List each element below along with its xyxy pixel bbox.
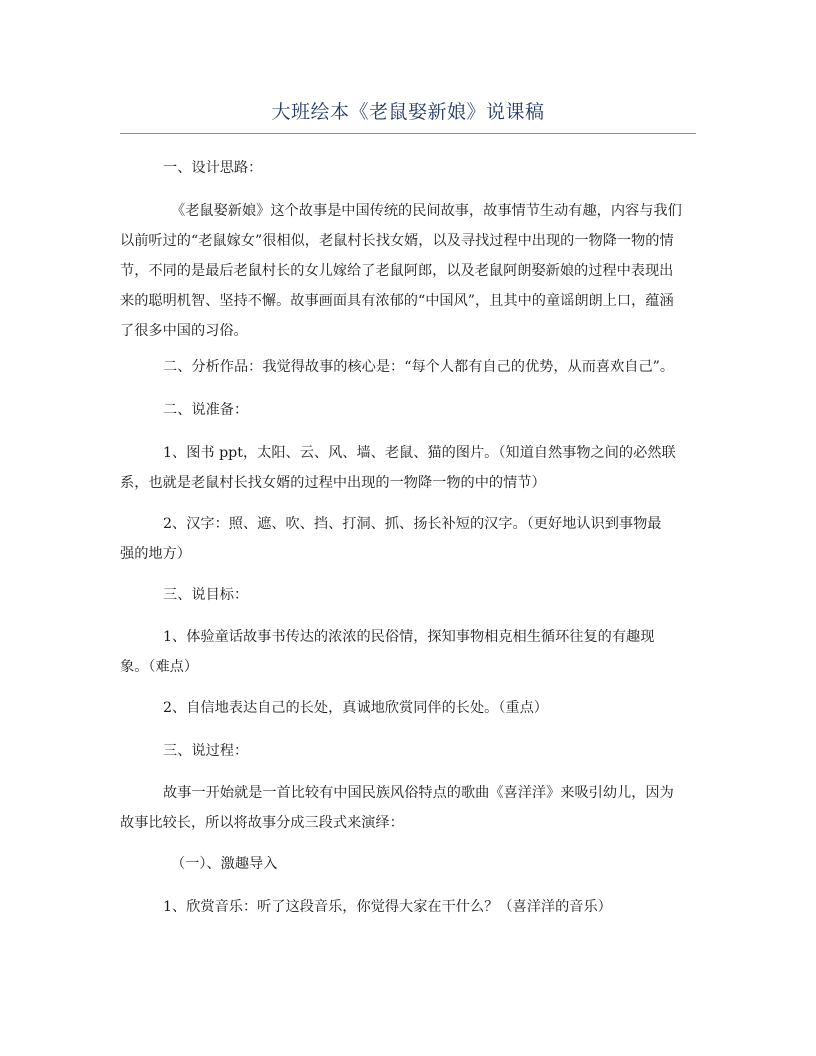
heading-analysis <box>120 352 696 382</box>
text-line: 1、体验童话故事书传达的浓浓的民俗情，探知事物相克相生循环往复的有趣现 <box>163 629 655 645</box>
text-line: 三、说目标： <box>163 587 249 603</box>
paragraph-prep-2 <box>120 509 696 569</box>
text-line: 来的聪明机智、坚持不懈。故事画面具有浓郁的“中国风”，且其中的童谣朗朗上口，蕴涵 <box>120 293 674 309</box>
text-line: 1、图书 ppt，太阳、云、风、墙、老鼠、猫的图片。（知道自然事物之间的必然联 <box>163 445 676 461</box>
text-line: 《老鼠娶新娘》这个故事是中国传统的民间故事，故事情节生动有趣，内容与我们 <box>171 203 682 219</box>
heading-preparation <box>120 395 696 425</box>
text-line: 象。（难点） <box>120 659 199 675</box>
text-line: 三、说过程： <box>163 743 249 759</box>
text-line: 一、设计思路： <box>163 160 263 176</box>
text-line: 2、自信地表达自己的长处，真诚地欣赏同伴的长处。（重点） <box>163 700 548 716</box>
title-underline <box>120 133 696 134</box>
text-line: 2、汉字：照、遮、吹、挡、打洞、抓、扬长补短的汉字。（更好地认识到事物最 <box>163 516 662 532</box>
heading-goals <box>120 580 696 610</box>
heading-design-idea <box>120 153 696 183</box>
text-line: 二、分析作品：我觉得故事的核心是：“每个人都有自己的优势，从而喜欢自己”。 <box>163 359 675 375</box>
text-line: 系，也就是老鼠村长找女婿的过程中出现的一物降一物的中的情节） <box>120 475 546 491</box>
paragraph-story-intro <box>120 196 696 346</box>
text-line: 1、欣赏音乐：听了这段音乐，你觉得大家在干什么？（喜洋洋的音乐） <box>163 899 612 915</box>
paragraph-goal-1 <box>120 622 696 682</box>
paragraph-goal-2 <box>120 693 696 723</box>
subheading-warmup <box>120 849 696 879</box>
paragraph-music <box>120 892 696 922</box>
text-line: 强的地方） <box>120 546 191 562</box>
text-line: 了很多中国的习俗。 <box>120 323 248 339</box>
heading-process <box>120 736 696 766</box>
paragraph-prep-1 <box>120 438 696 498</box>
text-line: 故事一开始就是一首比较有中国民族风俗特点的歌曲《喜洋洋》来吸引幼儿，因为 <box>163 785 674 801</box>
document-title: 大班绘本《老鼠娶新娘》说课稿 <box>271 101 545 123</box>
text-line: 节，不同的是最后老鼠村长的女儿嫁给了老鼠阿郎，以及老鼠阿朗娶新娘的过程中表现出 <box>120 263 674 279</box>
paragraph-process-intro <box>120 778 696 838</box>
text-line: 二、说准备： <box>163 402 249 418</box>
text-line: （一）、激趣导入 <box>171 856 278 872</box>
text-line: 以前听过的“老鼠嫁女”很相似，老鼠村长找女婿，以及寻找过程中出现的一物降一物的情 <box>120 233 674 249</box>
text-line: 故事比较长，所以将故事分成三段式来演绎： <box>120 815 404 831</box>
